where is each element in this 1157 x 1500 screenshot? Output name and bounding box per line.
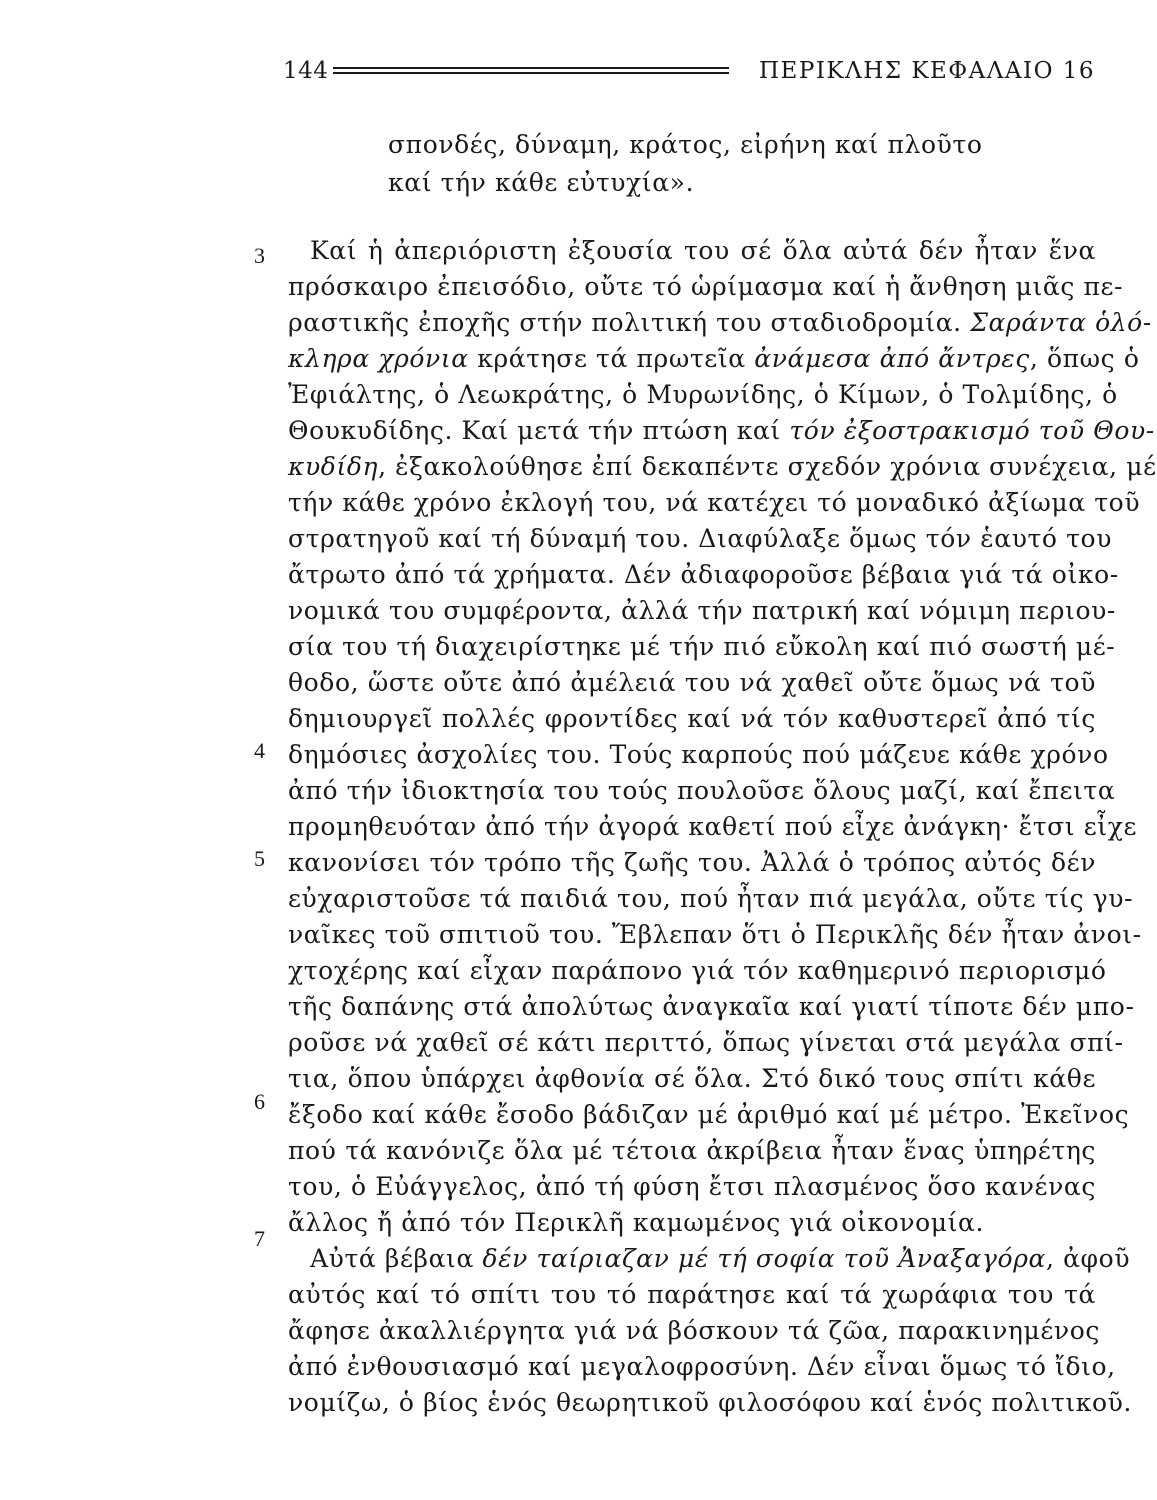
text-line xyxy=(310,1244,1131,1273)
text-line xyxy=(288,452,1157,481)
text-line: εὐχαριστοῦσε τά παιδιά του, πού ἦταν πιά μεγάλα, οὔτε τίς γυ- xyxy=(288,884,1134,913)
text-line: ἄτρωτο ἀπό τά χρήματα. Δέν ἀδιαφοροῦσε βέβαια γιά τά οἰκο- xyxy=(288,560,1119,589)
text-line: χτοχέρης καί εἶχαν παράπονο γιά τόν καθημερινό περιορισμό xyxy=(288,956,1107,985)
italic-run: ἀνάμεσα ἀπό ἄντρες xyxy=(754,344,1030,373)
text-line: ἄλλος ἤ ἀπό τόν Περικλῆ καμωμένος γιά οἰκονομία. xyxy=(288,1208,985,1237)
text-line: δημιουργεῖ πολλές φροντίδες καί νά τόν καθυστερεῖ ἀπό τίς xyxy=(288,704,1096,733)
text-run: , ὅπως ὁ xyxy=(1029,344,1140,373)
text-run: ραστικῆς ἐποχῆς στήν πολιτική του σταδιοδρομία. xyxy=(288,308,971,337)
header-rule xyxy=(333,67,729,74)
text-line: ἀπό τήν ἰδιοκτησία του τούς πουλοῦσε ὅλους μαζί, καί ἔπειτα xyxy=(288,776,1116,805)
section-number: 7 xyxy=(254,1226,265,1251)
italic-run: δέν ταίριαζαν μέ τή σοφία τοῦ Ἀναξαγόρα xyxy=(482,1244,1046,1273)
text-line: προμηθευόταν ἀπό τήν ἀγορά καθετί πού εἶχε ἀνάγκη· ἔτσι εἶχε xyxy=(288,812,1138,841)
text-line: του, ὁ Εὐάγγελος, ἀπό τή φύση ἔτσι πλασμένος ὅσο κανένας xyxy=(288,1172,1096,1201)
italic-run: κυδίδη xyxy=(288,452,379,481)
text-run: , ἀφοῦ xyxy=(1045,1244,1131,1273)
text-line: πού τά κανόνιζε ὅλα μέ τέτοια ἀκρίβεια ἦταν ἕνας ὑπηρέτης xyxy=(288,1136,1096,1165)
text-line: αὐτός καί τό σπίτι του τό παράτησε καί τά χωράφια του τά xyxy=(288,1280,1096,1309)
text-line xyxy=(288,308,1152,337)
text-run: κράτησε τά πρωτεῖα xyxy=(468,344,755,373)
text-line: τια, ὅπου ὑπάρχει ἀφθονία σέ ὅλα. Στό δικό τους σπίτι κάθε xyxy=(288,1064,1096,1093)
text-line: ροῦσε νά χαθεῖ σέ κάτι περιττό, ὅπως γίνεται στά μεγάλα σπί- xyxy=(288,1028,1124,1057)
verse-line: καί τήν κάθε εὐτυχία». xyxy=(388,168,695,197)
text-line: πρόσκαιρο ἐπεισόδιο, οὔτε τό ὡρίμασμα καί ἡ ἄνθηση μιᾶς πε- xyxy=(288,272,1124,301)
text-line: κανονίσει τόν τρόπο τῆς ζωῆς του. Ἀλλά ὁ τρόπος αὐτός δέν xyxy=(288,848,1096,877)
text-line xyxy=(288,344,1140,373)
text-line: ἔξοδο καί κάθε ἔσοδο βάδιζαν μέ ἀριθμό καί μέ μέτρο. Ἐκεῖνος xyxy=(288,1100,1130,1129)
page-header xyxy=(283,50,1096,90)
text-line: Ἐφιάλτης, ὁ Λεωκράτης, ὁ Μυρωνίδης, ὁ Κίμων, ὁ Τολμίδης, ὁ xyxy=(288,380,1118,409)
section-number: 5 xyxy=(254,846,265,871)
text-run: Θουκυδίδης. Καί μετά τήν πτώση καί xyxy=(288,416,790,445)
text-line: νομικά του συμφέροντα, ἀλλά τήν πατρική καί νόμιμη περιου- xyxy=(288,596,1116,625)
section-number: 6 xyxy=(254,1089,265,1114)
text-line: σία του τή διαχειρίστηκε μέ τήν πιό εὔκολη καί πιό σωστή μέ- xyxy=(288,632,1116,661)
text-line: δημόσιες ἀσχολίες του. Τούς καρπούς πού μάζευε κάθε χρόνο xyxy=(288,740,1109,769)
text-line: τῆς δαπάνης στά ἀπολύτως ἀναγκαῖα καί γιατί τίποτε δέν μπο- xyxy=(288,992,1135,1021)
section-number: 3 xyxy=(254,243,265,268)
text-line: τήν κάθε χρόνο ἐκλογή του, νά κατέχει τό μοναδικό ἀξίωμα τοῦ xyxy=(288,488,1141,517)
text-run: Αὐτά βέβαια xyxy=(310,1244,483,1273)
text-line: ἀπό ἐνθουσιασμό καί μεγαλοφροσύνη. Δέν εἶναι ὅμως τό ἴδιο, xyxy=(288,1352,1116,1381)
text-line: ἄφησε ἀκαλλιέργητα γιά νά βόσκουν τά ζῶα, παρακινημένος xyxy=(288,1316,1100,1345)
text-line: θοδο, ὥστε οὔτε ἀπό ἀμέλειά του νά χαθεῖ οὔτε ὅμως νά τοῦ xyxy=(288,668,1096,697)
text-line: ναῖκες τοῦ σπιτιοῦ του. Ἔβλεπαν ὅτι ὁ Περικλῆς δέν ἦταν ἀνοι- xyxy=(288,920,1142,949)
text-run: , ἐξακολούθησε ἐπί δεκαπέντε σχεδόν χρόνια συνέχεια, μέ xyxy=(378,452,1157,481)
text-line: νομίζω, ὁ βίος ἑνός θεωρητικοῦ φιλοσόφου καί ἑνός πολιτικοῦ. xyxy=(288,1388,1132,1417)
running-head: ΠΕΡΙΚΛΗΣ ΚΕΦΑΛΑΙΟ 16 xyxy=(759,58,1096,84)
text-line: στρατηγοῦ καί τή δύναμή του. Διαφύλαξε ὅμως τόν ἑαυτό του xyxy=(288,524,1113,553)
page-number: 144 xyxy=(283,58,329,84)
italic-run: κληρα χρόνια xyxy=(288,344,469,373)
verse-line: σπονδές, δύναμη, κράτος, εἰρήνη καί πλοῦτο xyxy=(388,130,983,159)
text-line xyxy=(288,416,1155,445)
italic-run: Σαράντα ὁλό- xyxy=(970,308,1152,337)
text-line: Καί ἡ ἀπεριόριστη ἐξουσία του σέ ὅλα αὐτά δέν ἦταν ἕνα xyxy=(310,236,1096,265)
section-number: 4 xyxy=(254,738,265,763)
italic-run: τόν ἐξοστρακισμό τοῦ Θου- xyxy=(789,416,1155,445)
